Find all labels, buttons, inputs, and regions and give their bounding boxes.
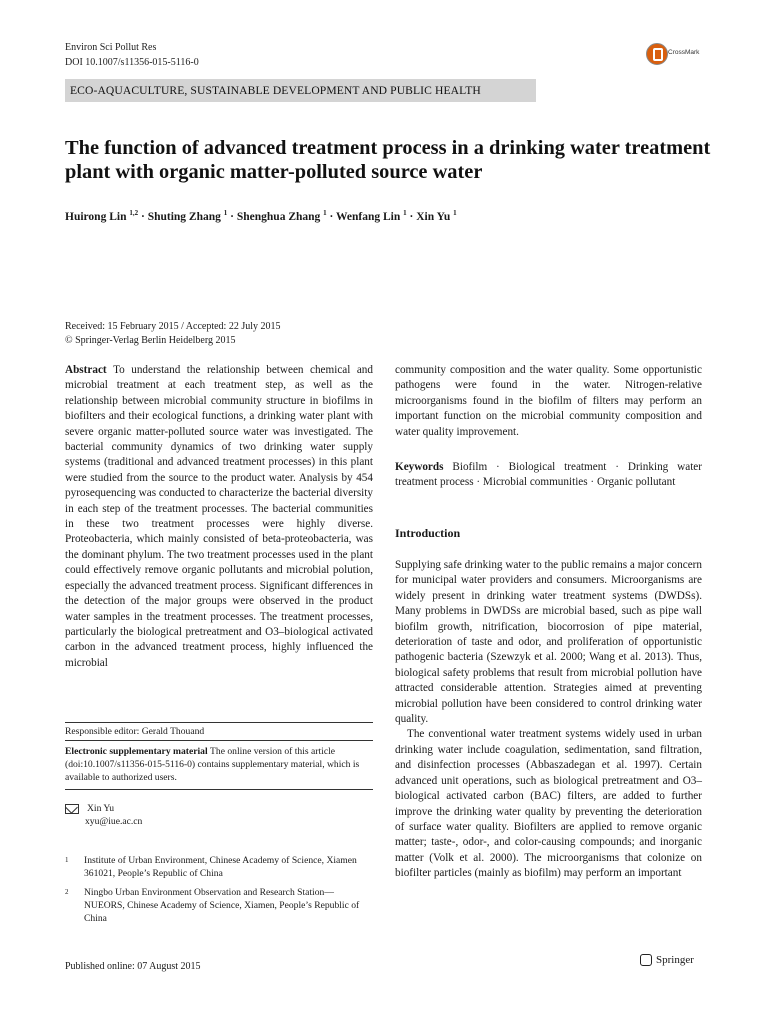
author-name[interactable]: Huirong Lin: [65, 210, 127, 223]
article-title: The function of advanced treatment process in a drinking water treatment plant with organic matter-polluted source water: [65, 137, 711, 183]
affiliation: [65, 886, 373, 925]
affiliation-text: Institute of Urban Environment, Chinese Academy of Science, Xiamen 361021, People’s Republic of China: [84, 855, 357, 879]
introduction-body: [395, 558, 702, 882]
paragraph: The conventional water treatment systems widely used in urban drinking water include coagulation, sedimentation, sand filtration, and disinfection processes (Abbaszadegan et al. 1997). Certain advanced unit operations, such as biological pretreatment and O3–biological activated carbon (BAC) filters, are added to further improve the drinking water quality by preventing the deterioration of surface water quality. Biofilters are applied to remove organic matter; taste-, odor-, and color-causing compounds; and inorganic matter (Volk et al. 2000). The microorganisms that colonize on biofilter particles (mainly as biofilm) may perform an important: [395, 728, 702, 880]
abstract: [65, 363, 373, 671]
affiliation-number: 2: [65, 888, 69, 896]
envelope-icon: [65, 804, 79, 814]
author-affiliation: 1: [453, 209, 457, 217]
crossmark-badge[interactable]: [646, 43, 716, 65]
crossmark-icon: [646, 43, 668, 65]
author-list: Huirong Lin $^{1,2}$ · Shuting Zhang $^1$ · Shenghua Zhang $^1$ · Wenfang Lin $^1$ · Xin Yu $^1$: [65, 209, 457, 223]
abstract-continued: community composition and the water quality. Some opportunistic pathogens were found in the water. Nitrogen-relative microorganisms found in the biofilm of filters may perform an important function on the microbial community composition and water quality improvement.: [395, 364, 702, 438]
abstract-label: Abstract: [65, 364, 107, 376]
author-affiliation: 1: [223, 209, 228, 217]
author-affiliation: 1: [323, 209, 327, 217]
section-heading: Introduction: [395, 526, 461, 540]
corresponding-author: Xin Yu: [87, 803, 115, 814]
article-dates: [65, 320, 281, 348]
affiliation-number: 1: [65, 856, 69, 864]
publisher-logo: [640, 953, 694, 967]
springer-horse-icon: [640, 954, 652, 966]
keywords-text: Biofilm · Biological treatment · Drinking water treatment process · Microbial communities · Organic pollutant: [395, 461, 703, 489]
affiliation-text: Ningbo Urban Environment Observation and Research Station—NUEORS, Chinese Academy of Science, Xiamen, People’s Republic of China: [84, 887, 360, 924]
author-affiliation: 1: [403, 209, 407, 217]
esm-text: The online version of this article (doi:10.1007/s11356-015-5116-0) contains supplementary material, which is available to authorized users.: [65, 746, 360, 783]
crossmark-label: CrossMark: [668, 49, 700, 56]
keywords-label: Keywords: [395, 461, 444, 473]
esm-label: Electronic supplementary material: [65, 746, 208, 757]
journal-name: Environ Sci Pollut Res: [65, 42, 157, 53]
corresponding-email[interactable]: xyu@iue.ac.cn: [85, 816, 143, 827]
abstract-text: To understand the relationship between chemical and microbial treatment at each treatment step, as well as the relationship between microbial community structure in biofilms in biofilters and their ecological functions, a drinking water plant with severe organic matter-polluted source water was investigated. The bacterial community dynamics of two drinking water supply systems (traditional and advanced treatment processes) in this plant were studied from the source to the product water. Analysis by 454 pyrosequencing was conducted to characterize the bacterial diversity in each step of the treatment processes. The bacterial communities in these two treatment processes were highly diverse. Proteobacteria, which mainly consisted of beta-proteobacteria, was the dominant phylum. The two treatment processes used in the plant could effectively remove organic pollutants and microbial polution, especially the advanced treatment process. Significant differences in the detection of the major groups were observed in the product water samples in the treatment processes. The treatment processes, particularly the biological pretreatment and O3–biological activated carbon in the advanced treatment process, highly influenced the microbial: [65, 364, 373, 669]
author-name[interactable]: Wenfang Lin: [336, 210, 401, 223]
responsible-editor: Responsible editor: Gerald Thouand: [65, 726, 205, 737]
author-name[interactable]: Shenghua Zhang: [236, 210, 321, 223]
author-affiliation: 1,2: [129, 209, 139, 217]
affiliation: [65, 854, 373, 880]
publisher-name: Springer: [656, 954, 694, 966]
divider: [65, 789, 373, 790]
category-banner: ECO-AQUACULTURE, SUSTAINABLE DEVELOPMENT AND PUBLIC HEALTH: [65, 79, 536, 102]
paragraph: Supplying safe drinking water to the public remains a major concern for municipal water providers and consumers. Microorganisms are widely present in drinking water treatment systems (DWDSs). Many problems in DWDSs are microbial based, such as pipe wall biofilm growth, nitrification, biocorrosion of pipe material, deterioration of taste and odor, and proliferation of opportunistic pathogenic bacteria (Szewzyk et al. 2000; Wang et al. 2013). Thus, biological safety problems that result from microbial pollution have attracted considerable attention. Strategies aimed at preventing microbial pollution have been considered to control drinking water quality.: [395, 559, 702, 726]
divider: [65, 740, 373, 741]
published-online: Published online: 07 August 2015: [65, 961, 201, 972]
author-name[interactable]: Shuting Zhang: [147, 210, 221, 223]
journal-header: [65, 40, 199, 70]
received-accepted: Received: 15 February 2015 / Accepted: 22 July 2015: [65, 321, 281, 332]
copyright: © Springer-Verlag Berlin Heidelberg 2015: [65, 335, 236, 346]
correspondence: [65, 802, 373, 828]
doi[interactable]: DOI 10.1007/s11356-015-5116-0: [65, 57, 199, 68]
divider: [65, 722, 373, 723]
author-name[interactable]: Xin Yu: [416, 210, 451, 223]
keywords: [395, 460, 702, 491]
supplementary-note: [65, 745, 373, 784]
